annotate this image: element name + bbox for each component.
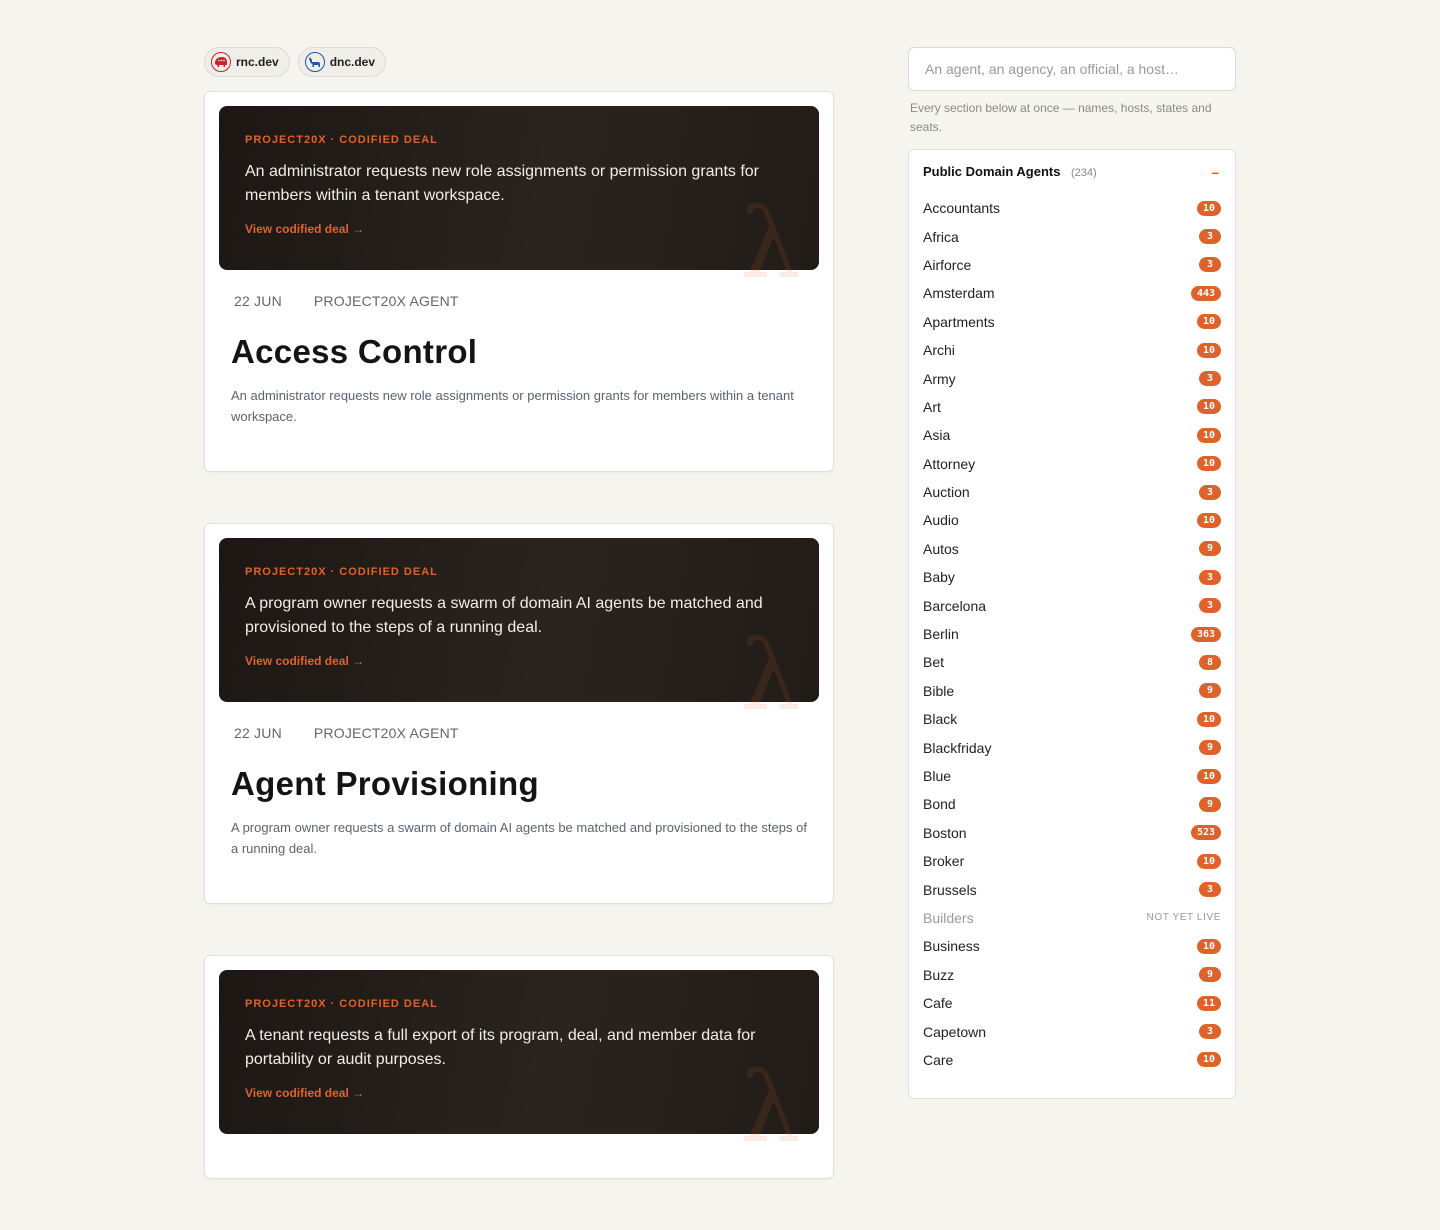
agent-list-item[interactable] — [923, 279, 1221, 307]
agent-count-badge: 10 — [1197, 769, 1221, 784]
agent-name: Bible — [923, 682, 955, 699]
agent-list-item[interactable] — [923, 705, 1221, 733]
card-description: An administrator requests new role assignments or permission grants for members within a tenant workspace. — [231, 388, 794, 424]
deal-hero — [219, 106, 819, 300]
agent-name: Army — [923, 370, 956, 387]
deal-hero — [219, 970, 819, 1164]
card-author: PROJECT20X AGENT — [313, 725, 459, 741]
agent-count-badge: 8 — [1199, 655, 1221, 670]
agent-count-badge: 3 — [1199, 570, 1221, 585]
agent-name: Apartments — [923, 313, 995, 330]
view-deal-link[interactable]: View codified deal → — [245, 222, 365, 236]
agent-name: Art — [923, 398, 941, 415]
agent-count-badge: 11 — [1197, 996, 1221, 1011]
agent-name: Brussels — [923, 881, 977, 898]
agent-name: Bet — [923, 654, 945, 671]
agent-name: Barcelona — [923, 597, 987, 614]
agent-name: Care — [923, 1051, 954, 1068]
agent-count-badge: 10 — [1197, 939, 1221, 954]
agent-count-badge: 9 — [1199, 967, 1221, 982]
card-meta — [234, 293, 819, 309]
agent-list-item[interactable] — [923, 620, 1221, 648]
panel-count: (234) — [1070, 167, 1097, 179]
agent-count-badge: 10 — [1197, 314, 1221, 329]
agent-count-badge: 3 — [1199, 371, 1221, 386]
agent-name: Accountants — [923, 200, 1001, 217]
lambda-icon: λ — [740, 1052, 801, 1164]
agent-list-item[interactable] — [923, 648, 1221, 676]
hero-text: A tenant requests a full export of its program, deal, and member data for portability or audit purposes. — [245, 1027, 756, 1068]
card-date: 22 JUN — [234, 293, 282, 309]
agent-count-badge: 9 — [1199, 541, 1221, 556]
view-deal-link[interactable]: View codified deal → — [245, 1086, 365, 1100]
agent-status: NOT YET LIVE — [1146, 912, 1221, 924]
lambda-icon: λ — [740, 188, 801, 300]
agent-name: Attorney — [923, 455, 976, 472]
agent-count-badge: 3 — [1199, 485, 1221, 500]
agent-list-item[interactable] — [923, 450, 1221, 478]
card-title[interactable]: Agent Provisioning — [231, 765, 539, 802]
agent-name: Autos — [923, 540, 959, 557]
deal-card — [204, 955, 834, 1179]
agent-list-item[interactable] — [923, 535, 1221, 563]
agent-list-item[interactable] — [923, 393, 1221, 421]
elephant-icon — [211, 52, 231, 72]
agent-count-badge: 10 — [1197, 399, 1221, 414]
agent-count-badge: 3 — [1199, 598, 1221, 613]
main-column — [204, 47, 834, 1230]
donkey-icon — [305, 52, 325, 72]
agent-list-item[interactable] — [923, 591, 1221, 619]
agent-list-item[interactable] — [923, 336, 1221, 364]
agent-list-item[interactable] — [923, 790, 1221, 818]
rnc-label: rnc.dev — [236, 55, 279, 69]
agent-list-item[interactable] — [923, 1046, 1221, 1074]
agent-list-item[interactable] — [923, 222, 1221, 250]
dnc-label: dnc.dev — [329, 55, 376, 69]
agent-list-item[interactable] — [923, 421, 1221, 449]
agent-count-badge: 363 — [1191, 627, 1221, 642]
agent-list — [923, 194, 1221, 1074]
agent-name: Archi — [923, 342, 955, 359]
agent-name: Buzz — [923, 966, 955, 983]
agent-list-item[interactable] — [923, 819, 1221, 847]
agent-count-badge: 9 — [1199, 797, 1221, 812]
agent-name: Blue — [923, 768, 952, 784]
agent-count-badge: 10 — [1197, 343, 1221, 358]
agent-count-badge: 10 — [1197, 428, 1221, 443]
agent-list-item[interactable] — [923, 875, 1221, 903]
panel-header — [923, 164, 1221, 180]
agent-count-badge: 9 — [1199, 683, 1221, 698]
agent-count-badge: 10 — [1197, 513, 1221, 528]
agent-name: Airforce — [923, 256, 972, 273]
agent-count-badge: 3 — [1199, 882, 1221, 897]
deal-hero — [219, 538, 819, 732]
agent-list-item[interactable] — [923, 251, 1221, 279]
agent-list-item[interactable] — [923, 677, 1221, 705]
hero-text: An administrator requests new role assignments or permission grants for members within a tenant workspace. — [245, 163, 759, 204]
agent-list-item[interactable] — [923, 762, 1221, 790]
card-date: 22 JUN — [234, 725, 282, 741]
deal-card — [204, 91, 834, 472]
agent-list-item — [923, 904, 1221, 932]
agent-name: Amsterdam — [923, 285, 995, 302]
agent-name: Broker — [923, 853, 965, 870]
agent-name: Auction — [923, 484, 970, 501]
party-links — [204, 47, 834, 77]
agent-name: Bond — [923, 796, 956, 813]
collapse-button[interactable]: – — [1211, 164, 1219, 180]
agent-list-item[interactable] — [923, 506, 1221, 534]
agent-name: Baby — [923, 569, 955, 586]
agent-count-badge: 3 — [1199, 229, 1221, 244]
hero-text: A program owner requests a swarm of domain AI agents be matched and provisioned to the steps of a running deal. — [245, 595, 763, 636]
agent-list-item[interactable] — [923, 194, 1221, 222]
hero-eyebrow: PROJECT20X · CODIFIED DEAL — [245, 134, 438, 146]
agent-list-item[interactable] — [923, 961, 1221, 989]
agent-name: Cafe — [923, 995, 953, 1012]
hero-eyebrow: PROJECT20X · CODIFIED DEAL — [245, 998, 438, 1010]
agents-panel — [908, 149, 1236, 1099]
search-hint: Every section below at once — names, hosts, states and seats. — [910, 101, 1212, 134]
agent-name: Berlin — [923, 626, 959, 643]
sidebar — [908, 47, 1236, 1099]
agent-name: Black — [923, 711, 958, 728]
hero-eyebrow: PROJECT20X · CODIFIED DEAL — [245, 566, 438, 578]
agent-count-badge: 10 — [1197, 456, 1221, 471]
agent-name: Business — [923, 938, 980, 955]
agent-count-badge: 10 — [1197, 854, 1221, 869]
agent-list-item[interactable] — [923, 733, 1221, 761]
agent-name: Audio — [923, 512, 959, 529]
agent-count-badge: 9 — [1199, 740, 1221, 755]
agent-list-item[interactable] — [923, 563, 1221, 591]
deal-card — [204, 523, 834, 904]
card-author: PROJECT20X AGENT — [313, 293, 459, 309]
agent-list-item[interactable] — [923, 932, 1221, 960]
panel-title: Public Domain Agents — [923, 164, 1061, 179]
agent-list-item[interactable] — [923, 308, 1221, 336]
agent-name: Africa — [923, 228, 959, 245]
card-title[interactable]: Access Control — [231, 333, 478, 370]
agent-count-badge: 523 — [1191, 825, 1221, 840]
agent-list-item[interactable] — [923, 478, 1221, 506]
agent-count-badge: 10 — [1197, 712, 1221, 727]
rnc-link[interactable] — [204, 47, 290, 77]
agent-list-item[interactable] — [923, 364, 1221, 392]
agent-name: Blackfriday — [923, 739, 992, 756]
agent-count-badge: 443 — [1191, 286, 1221, 301]
agent-count-badge: 10 — [1197, 1052, 1221, 1067]
agent-list-item[interactable] — [923, 847, 1221, 875]
agent-list-item[interactable] — [923, 1017, 1221, 1045]
view-deal-link[interactable]: View codified deal → — [245, 654, 365, 668]
agent-count-badge: 3 — [1199, 1024, 1221, 1039]
agent-name: Capetown — [923, 1023, 987, 1040]
agent-list-item[interactable] — [923, 989, 1221, 1017]
agent-count-badge: 3 — [1199, 257, 1221, 272]
agent-name: Builders — [923, 909, 974, 926]
lambda-icon: λ — [740, 620, 801, 732]
search-input[interactable] — [908, 47, 1236, 91]
agent-name: Boston — [923, 824, 967, 841]
card-meta — [234, 725, 819, 741]
dnc-link[interactable] — [298, 47, 386, 77]
agent-count-badge: 10 — [1197, 201, 1221, 216]
agent-name: Asia — [923, 427, 951, 444]
card-description: A program owner requests a swarm of domain AI agents be matched and provisioned to the steps of a running deal. — [231, 820, 807, 856]
